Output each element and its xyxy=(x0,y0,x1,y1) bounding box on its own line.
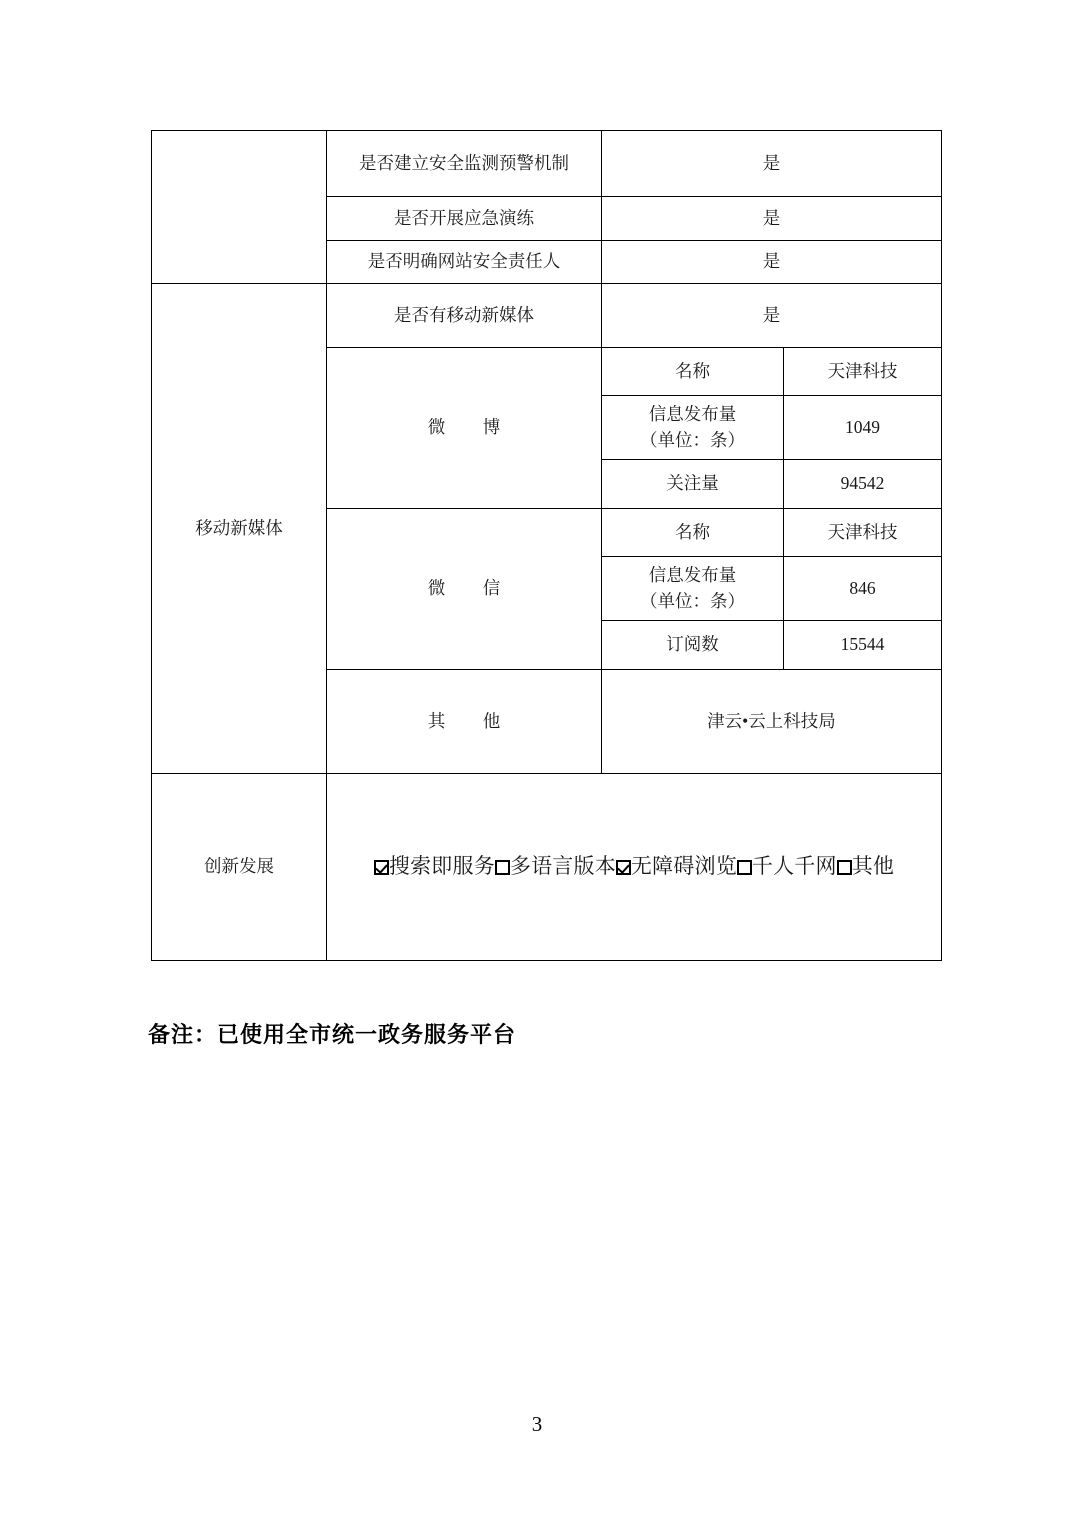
row-label-line1: 信息发布量 xyxy=(648,404,737,425)
row-label: 是否开展应急演练 xyxy=(327,197,602,241)
table-row xyxy=(152,131,942,197)
innovation-option[interactable] xyxy=(837,854,894,878)
row-label: 是否明确网站安全责任人 xyxy=(327,241,602,284)
innovation-option[interactable] xyxy=(616,854,737,878)
row-label xyxy=(602,557,784,621)
innovation-section-label: 创新发展 xyxy=(152,774,327,961)
table-row xyxy=(152,774,942,961)
innovation-option-label: 千人千网 xyxy=(751,854,837,879)
row-value: 是 xyxy=(602,131,942,197)
row-label: 名称 xyxy=(602,348,784,396)
table-row xyxy=(152,284,942,348)
checkbox-unchecked-icon[interactable] xyxy=(737,860,752,875)
row-label-line2: （单位：条） xyxy=(640,590,745,611)
row-label: 订阅数 xyxy=(602,621,784,670)
security-section-label-cell xyxy=(152,131,327,284)
row-value: 是 xyxy=(602,197,942,241)
row-label xyxy=(602,396,784,460)
other-label-text: 其 他 xyxy=(427,710,517,731)
row-label: 名称 xyxy=(602,509,784,557)
page-number: 3 xyxy=(531,1412,543,1436)
innovation-checkbox-list xyxy=(327,853,941,880)
row-value: 是 xyxy=(602,241,942,284)
innovation-option[interactable] xyxy=(495,854,616,878)
innovation-option-label: 无障碍浏览 xyxy=(630,854,737,879)
row-value: 天津科技 xyxy=(784,509,942,557)
other-value: 津云•云上科技局 xyxy=(602,670,942,774)
row-label-line2: （单位：条） xyxy=(640,429,745,450)
innovation-option-label: 多语言版本 xyxy=(509,854,616,879)
row-value: 1049 xyxy=(784,396,942,460)
row-value: 846 xyxy=(784,557,942,621)
other-label xyxy=(327,670,602,774)
wechat-label-text: 微 信 xyxy=(427,578,517,599)
row-value: 94542 xyxy=(784,460,942,509)
report-table xyxy=(151,130,942,961)
checkbox-unchecked-icon[interactable] xyxy=(495,860,510,875)
checkbox-checked-icon[interactable] xyxy=(616,860,631,875)
innovation-option-label: 其他 xyxy=(851,854,895,879)
row-value: 是 xyxy=(602,284,942,348)
row-label: 关注量 xyxy=(602,460,784,509)
weibo-label-text: 微 博 xyxy=(427,417,517,438)
innovation-option-label: 搜索即服务 xyxy=(388,854,495,879)
row-value: 15544 xyxy=(784,621,942,670)
checkbox-checked-icon[interactable] xyxy=(374,860,389,875)
innovation-options-cell xyxy=(327,774,942,961)
row-label-line1: 信息发布量 xyxy=(648,565,737,586)
remark-note: 备注：已使用全市统一政务服务平台 xyxy=(148,1022,517,1047)
mobile-media-section-label: 移动新媒体 xyxy=(152,284,327,774)
innovation-option[interactable] xyxy=(737,854,837,878)
weibo-label xyxy=(327,348,602,509)
row-label: 是否有移动新媒体 xyxy=(327,284,602,348)
row-label: 是否建立安全监测预警机制 xyxy=(327,131,602,197)
checkbox-unchecked-icon[interactable] xyxy=(837,860,852,875)
innovation-option[interactable] xyxy=(374,854,495,878)
row-value: 天津科技 xyxy=(784,348,942,396)
wechat-label xyxy=(327,509,602,670)
